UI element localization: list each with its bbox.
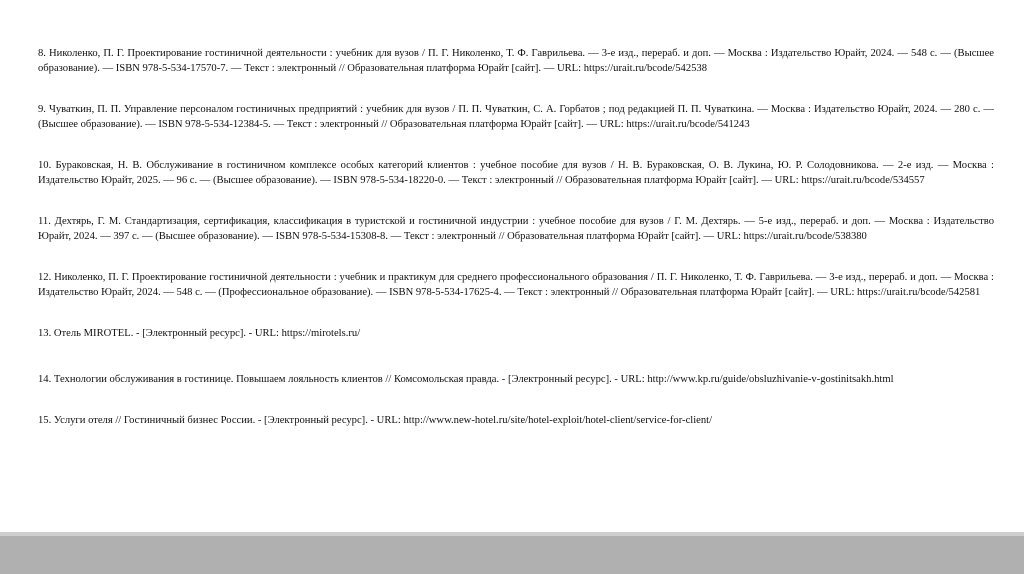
footer-divider	[0, 532, 1024, 536]
reference-item-15: 15. Услуги отеля // Гостиничный бизнес России. - [Электронный ресурс]. - URL: http://www.new-hotel.ru/site/hotel-exploit/hotel-client/service-for-client/	[38, 415, 713, 426]
reference-item-12: 12. Николенко, П. Г. Проектирование гостиничной деятельности : учебник и практикум для среднего профессионального образования / П. Г. Николенко, Т. Ф. Гаврильева. — 3-е изд., перераб. и доп. — Москва : Издательство Юрайт, 2024. — 548 с. — (Профессиональное образование). — ISBN 978-5-534-17625-4. — Текст : электронный // Образовательная платформа Юрайт [сайт]. — URL: https://urait.ru/bcode/542581	[38, 272, 994, 298]
reference-item-9: 9. Чуваткин, П. П. Управление персоналом гостиничных предприятий : учебник для вузов / П. П. Чуваткин, С. А. Горбатов ; под редакцией П. П. Чуваткина. — Москва : Издательство Юрайт, 2024. — 280 с. — (Высшее образование). — ISBN 978-5-534-12384-5. — Текст : электронный // Образовательная платформа Юрайт [сайт]. — URL: https://urait.ru/bcode/541243	[38, 104, 994, 130]
reference-item-8: 8. Николенко, П. Г. Проектирование гостиничной деятельности : учебник для вузов / П. Г. Николенко, Т. Ф. Гаврильева. — 3-е изд., перераб. и доп. — Москва : Издательство Юрайт, 2024. — 548 с. — (Высшее образование). — ISBN 978-5-534-17570-7. — Текст : электронный // Образовательная платформа Юрайт [сайт]. — URL: https://urait.ru/bcode/542538	[38, 48, 994, 74]
reference-item-13: 13. Отель MIROTEL. - [Электронный ресурс]. - URL: https://mirotels.ru/	[38, 328, 361, 339]
reference-list	[38, 46, 994, 428]
reference-item-14: 14. Технологии обслуживания в гостинице. Повышаем лояльность клиентов // Комсомольская правда. - [Электронный ресурс]. - URL: http://www.kp.ru/guide/obsluzhivanie-v-gostinitsakh.html	[38, 374, 894, 385]
reference-item-10: 10. Бураковская, Н. В. Обслуживание в гостиничном комплексе особых категорий клиентов : учебное пособие для вузов / Н. В. Бураковская, О. В. Лукина, Ю. Р. Солодовникова. — 2-е изд. — Москва : Издательство Юрайт, 2025. — 96 с. — (Высшее образование). — ISBN 978-5-534-18220-0. — Текст : электронный // Образовательная платформа Юрайт [сайт]. — URL: https://urait.ru/bcode/534557	[38, 160, 994, 186]
footer-bar	[0, 532, 1024, 574]
reference-item-11: 11. Дехтярь, Г. М. Стандартизация, сертификация, классификация в туристской и гостиничной индустрии : учебное пособие для вузов / Г. М. Дехтярь. — 5-е изд., перераб. и доп. — Москва : Издательство Юрайт, 2024. — 397 с. — (Высшее образование). — ISBN 978-5-534-15308-8. — Текст : электронный // Образовательная платформа Юрайт [сайт]. — URL: https://urait.ru/bcode/538380	[38, 216, 994, 242]
